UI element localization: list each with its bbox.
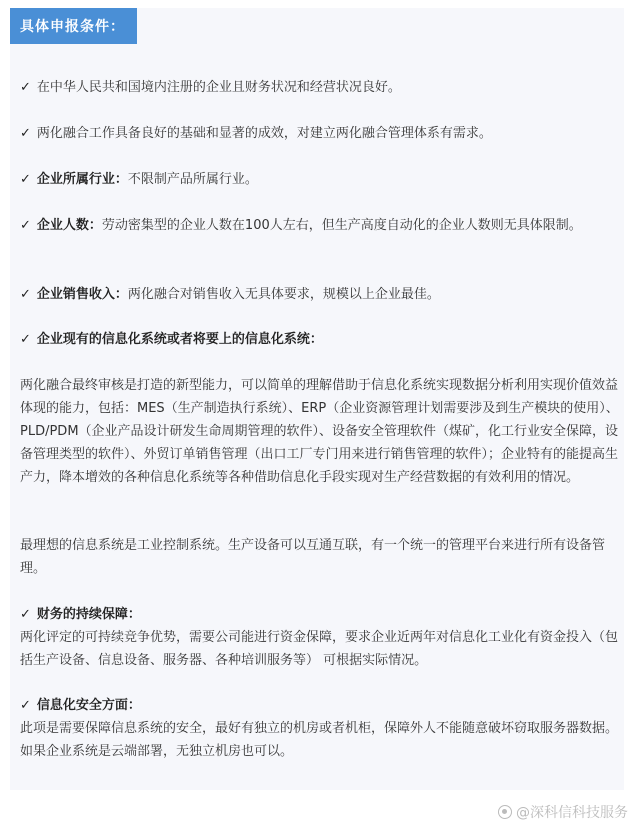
check-icon: ✓ [20, 126, 31, 141]
requirement-label: 企业现有的信息化系统或者将要上的信息化系统： [36, 332, 323, 347]
requirement-text: 不限制产品所属行业。 [127, 172, 258, 187]
section-block [20, 694, 622, 763]
section-text: 两化评定的可持续竞争优势，需要公司能进行资金保障，要求企业近两年对信息化工业化有资金投入（包括生产设备、信息设备、服务器、各种培训服务等） 可根据实际情况。 [20, 630, 619, 668]
requirement-text: 在中华人民共和国境内注册的企业且财务状况和经营状况良好。 [36, 80, 401, 95]
section-label: 信息化安全方面： [36, 698, 141, 713]
requirement-item [20, 328, 622, 351]
section-block [20, 603, 622, 672]
watermark-text: @深科信科技服务 [516, 805, 628, 821]
body-paragraph: 最理想的信息系统是工业控制系统。生产设备可以互通互联，有一个统一的管理平台来进行所有设备管理。 [20, 538, 606, 576]
requirement-item [20, 214, 622, 237]
check-icon: ✓ [20, 218, 31, 233]
watermark-logo-icon [498, 805, 512, 819]
section-label: 财务的持续保障： [36, 607, 141, 622]
requirement-item [20, 122, 622, 145]
requirement-item [20, 76, 622, 99]
section-header-title: 具体申报条件： [20, 19, 125, 35]
requirement-text: 两化融合工作具备良好的基础和显著的成效，对建立两化融合管理体系有需求。 [36, 126, 492, 141]
section-text: 此项是需要保障信息系统的安全，最好有独立的机房或者机柜，保障外人不能随意破坏窃取服务器数据。如果企业系统是云端部署，无独立机房也可以。 [20, 721, 619, 759]
requirement-item [20, 283, 622, 306]
requirement-label: 企业所属行业： [36, 172, 128, 187]
requirement-item [20, 168, 622, 191]
check-icon: ✓ [20, 607, 31, 622]
check-icon: ✓ [20, 80, 31, 95]
requirement-text: 两化融合对销售收入无具体要求，规模以上企业最佳。 [127, 287, 440, 302]
bottom-divider [0, 832, 640, 836]
body-paragraph: 两化融合最终审核是打造的新型能力，可以简单的理解借助于信息化系统实现数据分析利用实现价值效益体现的能力，包括：MES（生产制造执行系统）、ERP（企业资源管理计划需要涉及到生产模块的使用）、PLD/PDM（企业产品设计研发生命周期管理的软件）、设备安全管理软件（煤矿，化工行业安全保障，设备管理类型的软件）、外贸订单销售管理（出口工厂专门用来进行销售管理的软件）；企业特有的能提高生产力，降本增效的各种信息化系统等各种借助信息化手段实现对生产经营数据的有效利用的情况。 [20, 378, 619, 485]
watermark [498, 802, 628, 822]
requirement-label: 企业销售收入： [36, 287, 128, 302]
check-icon: ✓ [20, 287, 31, 302]
check-icon: ✓ [20, 172, 31, 187]
check-icon: ✓ [20, 698, 31, 713]
requirement-label: 企业人数： [36, 218, 102, 233]
check-icon: ✓ [20, 332, 31, 347]
requirement-text: 劳动密集型的企业人数在100人左右，但生产高度自动化的企业人数则无具体限制。 [101, 218, 582, 233]
section-header [10, 8, 137, 44]
